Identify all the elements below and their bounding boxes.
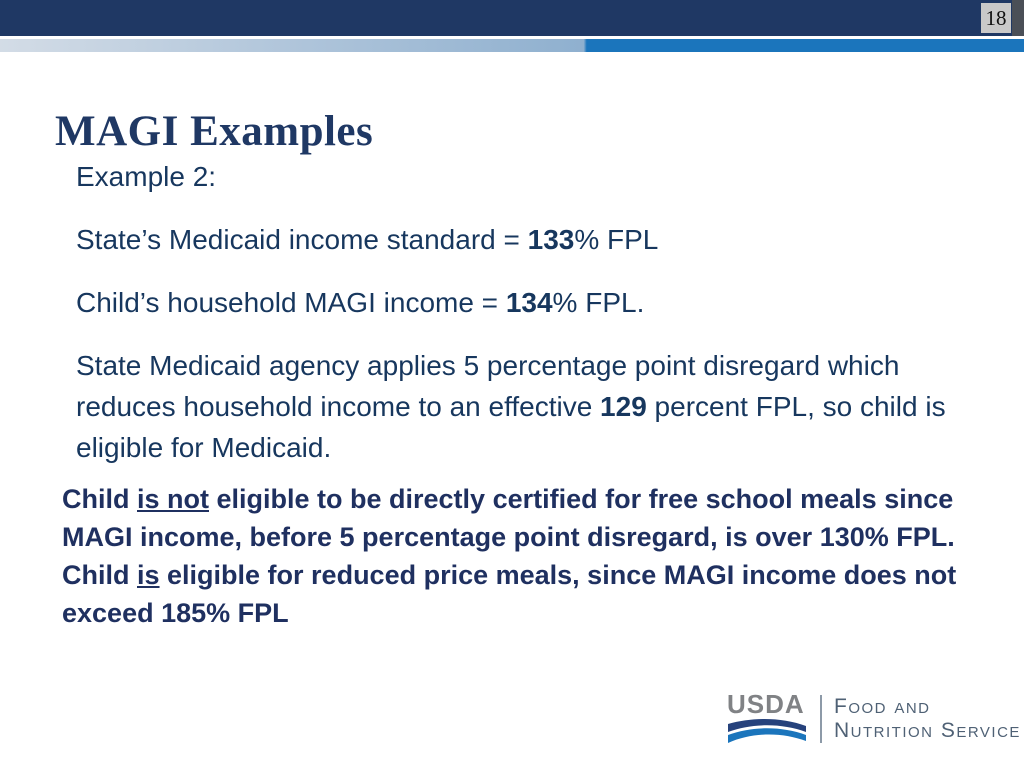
income-standard-post: % FPL <box>574 224 659 255</box>
disregard-pre: State Medicaid agency applies 5 percentage point disregard which reduces household income to an effective <box>76 350 900 422</box>
income-standard-line <box>76 219 960 260</box>
income-standard-pre: State’s Medicaid income standard = <box>76 224 528 255</box>
example-label <box>76 156 960 197</box>
usda-fns-logo <box>726 690 1021 748</box>
example-label-text: Example 2: <box>76 161 217 192</box>
logo-org-name <box>834 695 1021 743</box>
disregard-value: 129 <box>600 391 647 422</box>
header-edge-strip <box>1012 0 1024 36</box>
usda-wordmark: USDA <box>727 690 805 719</box>
note-underline-2: is <box>137 560 160 590</box>
note-underline-1: is not <box>137 484 209 514</box>
accent-bar <box>0 39 1024 52</box>
logo-divider <box>820 695 822 743</box>
note-paragraph <box>62 480 962 632</box>
note-seg3: eligible for reduced price meals, since MAGI income does not exceed 185% FPL <box>62 560 957 628</box>
header-bar <box>0 0 1024 36</box>
disregard-paragraph <box>76 345 960 468</box>
slide-body <box>76 156 960 490</box>
note-seg1: Child <box>62 484 137 514</box>
logo-org-line1: Food and <box>834 695 931 718</box>
page-number: 18 <box>981 3 1011 33</box>
magi-income-pre: Child’s household MAGI income = <box>76 287 506 318</box>
usda-swoosh-icon <box>726 690 808 748</box>
disregard-post: percent FPL, so child is eligible for Medicaid. <box>76 391 946 463</box>
magi-income-post: % FPL. <box>552 287 645 318</box>
magi-income-value: 134 <box>505 287 553 318</box>
income-standard-value: 133 <box>527 224 575 255</box>
magi-income-line <box>76 282 960 323</box>
logo-org-line2: Nutrition Service <box>834 719 1021 742</box>
slide-title: MAGI Examples <box>55 107 374 155</box>
note-seg2: eligible to be directly certified for free school meals since MAGI income, before 5 percentage point disregard, is over 130% FPL. Child <box>62 484 955 590</box>
